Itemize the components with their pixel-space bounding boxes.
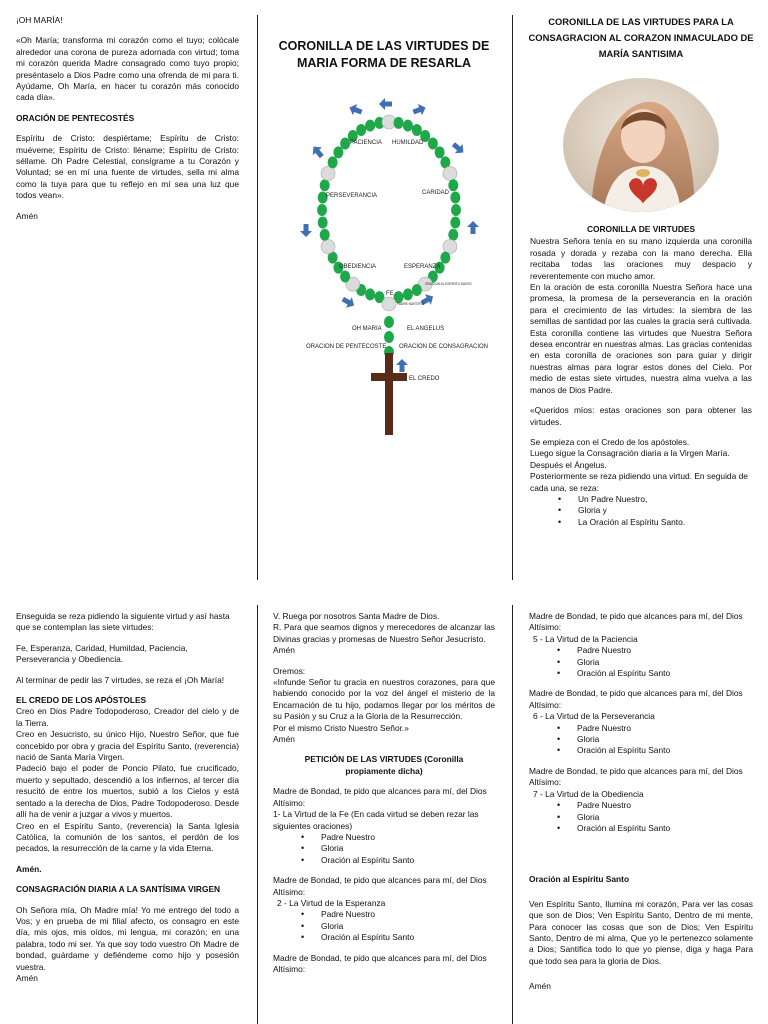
pendant-bead-pearl [382, 297, 396, 311]
pentecost-prayer: Espíritu de Cristo: despiértame; Espíritu de Cristo: muéveme; Espíritu de Cristo: lléname; Espíritu de Cristo: séllame. Oh Padre Celestial, consígrame a tu Corazón y Voluntad; se en mí una fuente de virtudes, sella mi alma como la tuya para que tu reflejo en mí sea una luz que todos vean». [16, 133, 239, 201]
arrow-icon [379, 98, 392, 110]
virtue-5: 5 - La Virtud de la Paciencia [533, 633, 638, 644]
amen-text: Amén [273, 645, 295, 656]
rosary-diagram [262, 90, 502, 440]
oh-maria-prayer: «Oh María; transforma mi corazón como el tuyo; colócale alrededor una corona de pureza adornada con virtud; toma mi corazón querida Madre consagrado como tuyo propio; preséntaselo a Dios Padre como una ofrenda de mi para ti. Ayúdame, Oh María, en hacer tu corazón más conocido cada día». [16, 35, 239, 103]
list-item: • Gloria y [530, 505, 752, 516]
prayer-list [273, 832, 495, 866]
list-item: • Oración al Espíritu Santo [529, 823, 753, 834]
arrow-icon [467, 221, 479, 234]
credo-heading: EL CREDO DE LOS APÓSTOLES [16, 695, 147, 706]
madre-bondad-text: Madre de Bondad, te pido que alcances para mí, del Dios Altísimo: [529, 765, 743, 788]
instruction-consagracion: Luego sigue la Consagración diaria a la Virgen María. [530, 448, 730, 459]
list-item: • Padre Nuestro [529, 723, 753, 734]
peticion-heading: PETICIÓN DE LAS VIRTUDES (Coronilla propiamente dicha) [304, 754, 464, 776]
label-oh-maria: OH MARIA [352, 326, 382, 332]
madre-bondad-text: Madre de Bondad, te pido que alcances para mí, del Dios Altísimo: [273, 786, 487, 808]
divider-bottom-left [257, 605, 258, 1024]
green-bead [320, 179, 330, 191]
green-bead [450, 217, 460, 229]
arrow-icon [396, 359, 408, 372]
pendant-bead [384, 316, 394, 328]
list-item: • Gloria [273, 921, 495, 932]
arrow-icon [411, 102, 427, 118]
consagracion-heading: CONSAGRACIÓN DIARIA A LA SANTÍSIMA VIRGEN [16, 884, 221, 895]
pearl-bead [443, 166, 457, 180]
panel-top-middle [270, 38, 498, 72]
green-bead [365, 120, 375, 132]
label-humildad: HUMILDAD [392, 140, 424, 146]
virtue-1: 1- La Virtud de la Fe (En cada virtud se deben rezar las siguientes oraciones) [273, 809, 479, 831]
arrow-icon [300, 224, 312, 237]
list-item: • Gloria [529, 734, 753, 745]
amen-text: Amén [16, 972, 38, 983]
green-bead [356, 124, 366, 136]
bead-loop [317, 115, 461, 303]
credo-line: Padeció bajo el poder de Poncio Pilato, fue crucificado, muerto y sepultado, descendió a los infiernos, al tercer día resucitó de entre los muertos, subió a los Cielos y está sentado a la derecha de Dios, Padre Todopoderoso. Desde allí ha de venir a juzgar a vivos y muertos. [16, 763, 239, 820]
consagracion-prayer: Oh Señora mía, Oh Madre mía! Yo me entrego del todo a Vos; y en prueba de mi filial afecto, os consagro en este día, mis ojos, mis oídos, mi lengua, mi corazón; en una palabra, todo mi ser. Ya que soy todo vuestro Oh Madre de bondad, guárdame y defiéndeme como hijo y posesión vuestra. [16, 904, 239, 972]
prayer-list [529, 723, 753, 757]
label-consagracion: ORACION DE CONSAGRACION [399, 344, 489, 350]
green-bead [333, 146, 343, 158]
oh-maria-heading: ¡OH MARÍA! [16, 15, 63, 25]
label-obediencia: OBEDIENCIA [339, 264, 377, 270]
pearl-bead [443, 240, 457, 254]
label-perseverancia: PERSEVERANCIA [326, 193, 378, 199]
list-item: • Padre Nuestro [273, 832, 495, 843]
virgin-mary-portrait [563, 78, 719, 212]
green-bead [448, 179, 458, 191]
prayer-list [530, 494, 752, 528]
label-esperanza: ESPERANZA [404, 264, 441, 270]
green-bead [403, 120, 413, 132]
prayer-list [529, 645, 753, 679]
page-title: CORONILLA DE LAS VIRTUDES DE MARIA FORMA DE RESARLA [278, 39, 490, 70]
madre-bondad-text: Madre de Bondad, te pido que alcances para mí, del Dios Altísimo: [273, 875, 487, 897]
por-cristo-text: Por el mismo Cristo Nuestro Señor.» [273, 722, 409, 733]
arrow-icon [347, 102, 363, 118]
panel-bottom-right [529, 611, 753, 1024]
list-item: • Gloria [273, 843, 495, 854]
credo-line: Creo en Jesucristo, su único Hijo, Nuestro Señor, que fue concebido por obra y gracia del Espíritu Santo, (reverencia) nació de Santa María Virgen. [16, 729, 239, 763]
list-item: • Oración al Espíritu Santo [529, 668, 753, 679]
madre-bondad-text: Madre de Bondad, te pido que alcances para mí, del Dios Altísimo: [529, 611, 743, 633]
arrow-icon [450, 140, 468, 158]
queridos-paragraph: «Queridos míos: estas oraciones son para obtener las virtudes. [530, 405, 752, 427]
label-credo: EL CREDO [409, 376, 440, 382]
label-pentecoste: ORACION DE PENTECOSTE [306, 344, 387, 350]
intro-paragraph: Nuestra Señora tenía en su mano izquierda una coronilla rosada y dorada y rezaba con la mano derecha. Ella recitaba todas las oraciones muy despacio y reverentemente con mucho amor. [530, 236, 752, 281]
list-item: • Oración al Espíritu Santo [529, 745, 753, 756]
oremos-prayer: «Infunde Señor tu gracia en nuestros corazones, para que habiendo conocido por la voz del ángel el misterio de la Encarnación de tu hijo, podamos llegar por los méritos de su Pasión y su Cruz a la Gloria de la Resurrección. [273, 677, 495, 722]
divider-top-left [257, 15, 258, 580]
virtue-6: 6 - La Virtud de la Perseverancia [533, 711, 655, 722]
instruction-virtud: Posteriormente se reza pidiendo una virtud. En seguida de cada una, se reza: [530, 471, 748, 493]
green-bead [394, 117, 404, 129]
panel-bottom-left [16, 611, 239, 1024]
madre-bondad-text: Madre de Bondad, te pido que alcances para mí, del Dios Altísimo: [529, 688, 743, 710]
green-bead [412, 124, 422, 136]
list-item: • Gloria [529, 657, 753, 668]
divider-bottom-right [512, 605, 513, 1024]
arrow-icon [340, 294, 357, 311]
label-fe: FE [386, 291, 394, 297]
cross-vertical [385, 353, 393, 435]
list-item: • La Oración al Espíritu Santo. [530, 517, 752, 528]
green-bead [435, 146, 445, 158]
versicle: V. Ruega por nosotros Santa Madre de Dios. [273, 611, 440, 621]
label-caridad: CARIDAD [422, 190, 450, 196]
virtue-2: 2 - La Virtud de la Esperanza [277, 897, 386, 908]
amen-text: Amén [529, 981, 551, 992]
coronilla-subheading: CORONILLA DE VIRTUDES [586, 224, 696, 234]
label-paciencia: PACIENCIA [350, 140, 382, 146]
green-bead [440, 252, 450, 264]
panel-top-left [16, 15, 239, 231]
label-padre-nuestro: PADRE NUESTRO [397, 302, 425, 306]
instruction-angelus: Después el Ángelus. [530, 459, 607, 470]
green-bead [317, 204, 327, 216]
list-item: • Padre Nuestro [529, 645, 753, 656]
divider-top-right [512, 15, 513, 580]
label-oracion-espiritu: ORACION AL ESPIRITU SANTO [425, 282, 472, 286]
green-bead [328, 156, 338, 168]
green-bead [340, 271, 350, 283]
espiritu-prayer: Ven Espíritu Santo, Ilumina mi corazón, Para ver las cosas que son de Dios; Ven Espíritu Santo, Dentro de mi mente, Para conocer las cosas que son de Dios; Ven Espíritu Santo, Dentro de mi alma, Que yo le pertenezco solamente a Dios; Santifica todo lo que yo piense, diga y haga Para que todo sea para la gloria de Dios. [529, 898, 753, 966]
section-title: CORONILLA DE LAS VIRTUDES PARA LA CONSAGRACION AL CORAZON INMACULADO DE MARÍA SANTISIMA [528, 16, 754, 59]
green-bead [448, 229, 458, 241]
siguiente-virtud-text: Enseguida se reza pidiendo la siguiente virtud y así hasta que se contemplan las siete virtudes: [16, 611, 230, 633]
list-item: • Padre Nuestro [529, 800, 753, 811]
green-bead [450, 191, 460, 203]
label-angelus: EL ANGELUS [407, 326, 445, 332]
credo-line: Creo en el Espíritu Santo, (reverencia) la Santa Iglesia Católica, la comunión de los santos, el perdón de los pecados, la resurrección de la carne y la vida Eterna. [16, 820, 239, 854]
green-bead [428, 137, 438, 149]
pentecost-heading: ORACIÓN DE PENTECOSTÉS [16, 112, 135, 123]
prayer-list [273, 909, 495, 943]
after-virtues-text: Al terminar de pedir las 7 virtudes, se reza el ¡Oh María! [16, 674, 225, 685]
green-bead [320, 229, 330, 241]
green-bead [451, 204, 461, 216]
madre-bondad-text: Madre de Bondad, te pido que alcances para mí, del Dios Altísimo: [273, 952, 487, 974]
pendant-bead [384, 331, 394, 343]
amen-text: Amén [273, 734, 295, 745]
oremos-label: Oremos: [273, 665, 306, 676]
pearl-bead [321, 166, 335, 180]
panel-top-right-title [528, 14, 754, 62]
list-item: • Oración al Espíritu Santo [273, 855, 495, 866]
espiritu-heading: Oración al Espíritu Santo [529, 874, 630, 885]
cross-horizontal [371, 373, 407, 381]
list-item: • Oración al Espíritu Santo [273, 932, 495, 943]
rosary-svg [262, 90, 502, 440]
panel-bottom-middle [273, 611, 495, 1024]
green-bead [403, 288, 413, 300]
virtues-list: Fe, Esperanza, Caridad, Humildad, Paciencia, Perseverancia y Obediencia. [16, 642, 188, 665]
prayer-list [529, 800, 753, 834]
instruction-credo: Se empieza con el Credo de los apóstoles. [530, 436, 690, 447]
list-item: • Un Padre Nuestro, [530, 494, 752, 505]
portrait-image [563, 78, 719, 212]
green-bead [318, 217, 328, 229]
virtue-7: 7 - La Virtud de la Obediencia [533, 788, 644, 799]
amen-text: Amén [16, 210, 38, 221]
promise-paragraph: En la oración de esta coronilla Nuestra Señora hace una promesa, la promesa de la perseverancia en la oración para el crecimiento de las virtudes: la siembra de las semillas de santidad por las cuales la gracia será cultivada. Esta coronilla contiene las virtudes que Nuestra Señora desea encontrar en nuestras almas. Las gracias contenidas en esta coronilla de oraciones son para guiar y dirigir nuestras almas para lograr estos dones del Cielo. Por medio de estas siete virtudes, nuestra alma vuelva a las manos de Dios Padre. [530, 282, 752, 395]
amen-text: Amén. [16, 863, 42, 874]
pearl-bead [321, 240, 335, 254]
green-bead [365, 288, 375, 300]
list-item: • Padre Nuestro [273, 909, 495, 920]
panel-top-right [530, 224, 752, 537]
list-item: • Gloria [529, 812, 753, 823]
response: R. Para que seamos dignos y merecedores de alcanzar las Divinas gracias y promesas de Nuestro Señor Jesucristo. [273, 622, 495, 644]
green-bead [412, 284, 422, 296]
credo-line: Creo en Dios Padre Todopoderoso, Creador del cielo y de la Tierra. [16, 706, 239, 728]
arrow-icon [309, 143, 327, 161]
